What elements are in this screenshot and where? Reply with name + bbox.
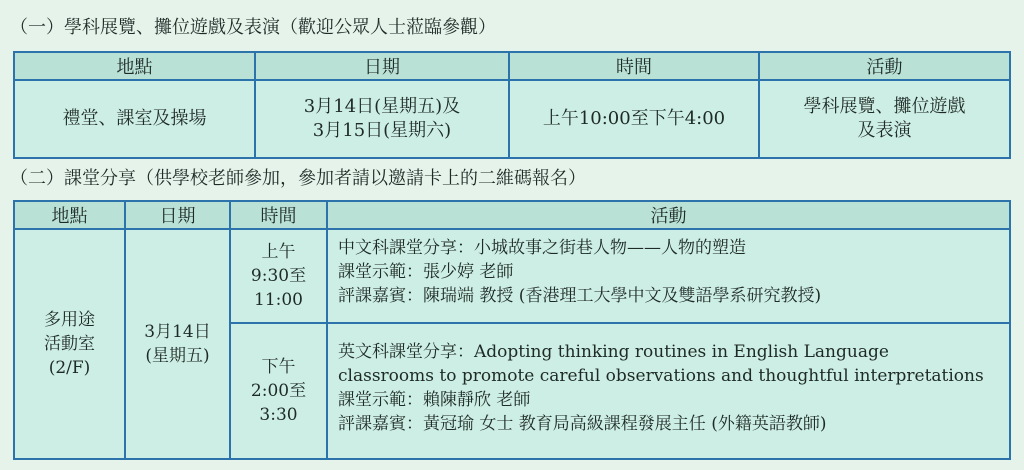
date-cell: 3月14日(星期五)及 3月15日(星期六) <box>255 80 509 158</box>
location-cell: 禮堂、課室及操場 <box>14 80 255 158</box>
header-activity: 活動 <box>327 201 1010 229</box>
header-activity: 活動 <box>759 52 1010 80</box>
activity-cell-chinese: 中文科課堂分享：小城故事之街巷人物——人物的塑造 課堂示範：張少婷 老師 評課嘉賓：陳瑞端 教授 (香港理工大學中文及雙語學系研究教授) <box>327 229 1010 323</box>
time-cell-morning: 上午 9:30至 11:00 <box>230 229 327 323</box>
time-cell: 上午10:00至下午4:00 <box>509 80 759 158</box>
time-cell-afternoon: 下午 2:00至 3:30 <box>230 323 327 459</box>
header-time: 時間 <box>230 201 327 229</box>
header-date: 日期 <box>255 52 509 80</box>
table-row <box>14 229 1010 323</box>
table-header-row <box>14 52 1010 80</box>
date-cell: 3月14日 (星期五) <box>125 229 230 459</box>
header-location: 地點 <box>14 52 255 80</box>
activity-cell-english: 英文科課堂分享：Adopting thinking routines in English Language classrooms to promote careful observations and thoughtful interpretations 課堂示範：賴陳靜欣 老師 評課嘉賓：黃冠瑜 女士 教育局高級課程發展主任 (外籍英語教師) <box>327 323 1010 459</box>
header-time: 時間 <box>509 52 759 80</box>
header-date: 日期 <box>125 201 230 229</box>
section2-title: （二）課堂分享（供學校老師參加，參加者請以邀請卡上的二維碼報名） <box>10 168 586 189</box>
lesson-sharing-table <box>13 200 1011 460</box>
exhibition-table <box>13 51 1011 159</box>
table-header-row <box>14 201 1010 229</box>
activity-cell: 學科展覽、攤位遊戲 及表演 <box>759 80 1010 158</box>
location-cell: 多用途 活動室 (2/F) <box>14 229 125 459</box>
header-location: 地點 <box>14 201 125 229</box>
table-row <box>14 80 1010 158</box>
section1-title: （一）學科展覽、攤位遊戲及表演（歡迎公眾人士蒞臨參觀） <box>10 17 496 38</box>
